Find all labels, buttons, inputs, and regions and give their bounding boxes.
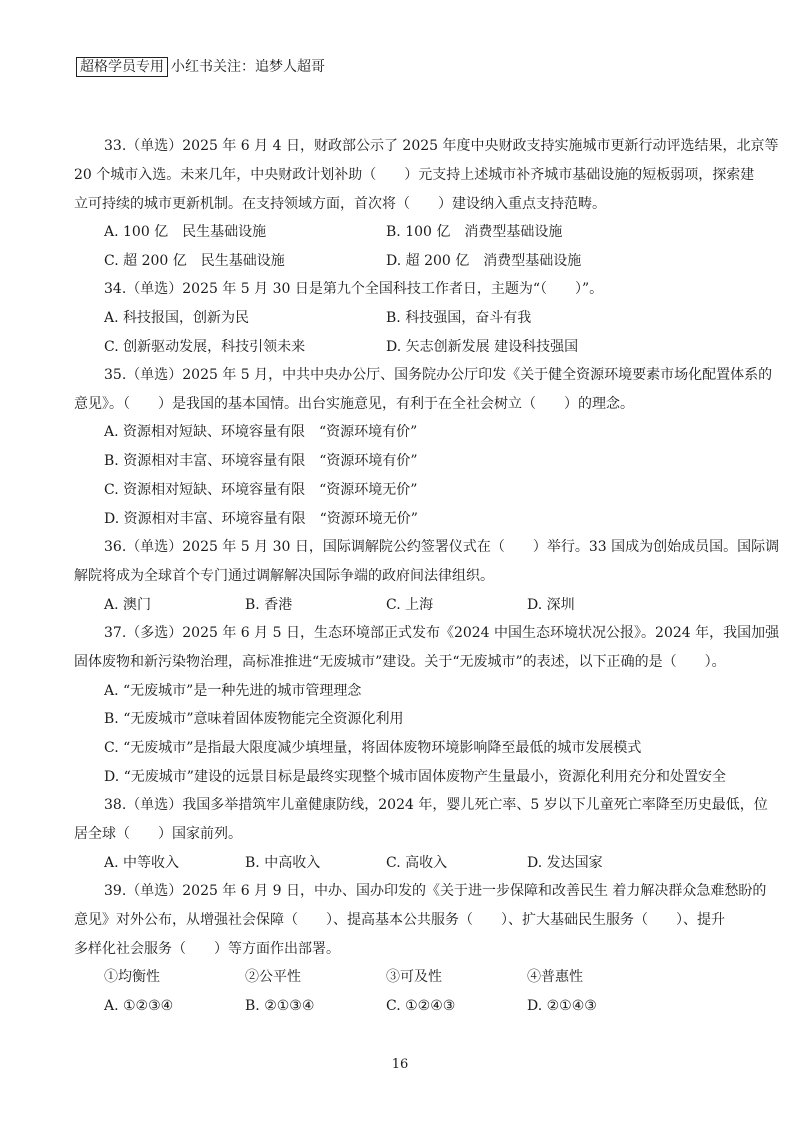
question-37-line-2: 固体废物和新污染物治理，高标准推进“无废城市”建设。关于“无废城市”的表述，以下正确的是（ ）。	[74, 654, 726, 670]
question-39-item-1: ①均衡性	[104, 969, 160, 985]
question-39-line-3: 多样化社会服务（ ）等方面作出部署。	[74, 941, 340, 957]
question-36-option-a: A. 澳门	[104, 597, 152, 613]
question-37-option-b: B. “无废城市”意味着固体废物能完全资源化利用	[104, 711, 404, 727]
question-33-line-3: 立可持续的城市更新机制。在支持领域方面，首次将（ ）建设纳入重点支持范畴。	[74, 196, 606, 212]
question-35-line-2: 意见》。（ ）是我国的基本国情。出台实施意见，有利于在全社会树立（ ）的理念。	[74, 396, 634, 412]
question-33-option-a: A. 100 亿 民生基础设施	[104, 224, 267, 240]
header-note: 小红书关注：追梦人超哥	[171, 59, 325, 75]
question-35-option-d: D. 资源相对丰富、环境容量有限 “资源环境无价”	[104, 511, 418, 527]
question-33-option-b: B. 100 亿 消费型基础设施	[386, 224, 563, 240]
question-37-option-d: D. “无废城市”建设的远景目标是最终实现整个城市固体废物产生量最小，资源化利用充分和处置安全	[104, 769, 726, 785]
question-38-line-2: 居全球（ ）国家前列。	[74, 826, 242, 842]
question-39-option-c: C. ①②④③	[386, 998, 456, 1014]
question-36-option-c: C. 上海	[386, 597, 434, 613]
question-39-line-1: 39.（单选）2025 年 6 月 9 日，中办、国办印发的《关于进一步保障和改善民生 着力解决群众急难愁盼的	[104, 883, 767, 899]
question-38-option-a: A. 中等收入	[104, 855, 180, 871]
question-39-option-a: A. ①②③④	[104, 998, 174, 1014]
question-37-line-1: 37.（多选）2025 年 6 月 5 日，生态环境部正式发布《2024 中国生态环境状况公报》。2024 年，我国加强	[104, 625, 780, 641]
question-33-line-2: 20 个城市入选。未来几年，中央财政计划补助（ ）元支持上述城市补齐城市基础设施的短板弱项，探索建	[74, 167, 755, 183]
question-39-option-b: B. ②①③④	[245, 998, 315, 1014]
question-35-option-b: B. 资源相对丰富、环境容量有限 “资源环境有价”	[104, 453, 418, 469]
question-39-option-d: D. ②①④③	[527, 998, 597, 1014]
question-34-option-b: B. 科技强国，奋斗有我	[386, 310, 532, 326]
question-39-item-4: ④普惠性	[527, 969, 583, 985]
question-33-option-c: C. 超 200 亿 民生基础设施	[104, 253, 285, 269]
question-35-option-c: C. 资源相对短缺、环境容量有限 “资源环境无价”	[104, 482, 418, 498]
question-36-line-2: 解院将成为全球首个专门通过调解解决国际争端的政府间法律组织。	[74, 568, 494, 584]
question-36-line-1: 36.（单选）2025 年 5 月 30 日，国际调解院公约签署仪式在（ ）举行。33 国成为创始成员国。国际调	[104, 539, 780, 555]
question-33-line-1: 33.（单选）2025 年 6 月 4 日，财政部公示了 2025 年度中央财政支持实施城市更新行动评选结果，北京等	[104, 138, 779, 154]
question-34-line-1: 34.（单选）2025 年 5 月 30 日是第九个全国科技工作者日，主题为“（ ）”。	[104, 281, 604, 297]
question-35-option-a: A. 资源相对短缺、环境容量有限 “资源环境有价”	[104, 424, 418, 440]
question-39-item-2: ②公平性	[245, 969, 301, 985]
question-36-option-d: D. 深圳	[527, 597, 575, 613]
question-36-option-b: B. 香港	[245, 597, 293, 613]
question-39-line-2: 意见》对外公布，从增强社会保障（ ）、提高基本公共服务（ ）、扩大基础民生服务（ ）、提升	[74, 912, 725, 928]
page-header	[76, 57, 325, 77]
page-number: 16	[391, 1057, 409, 1072]
question-33-option-d: D. 超 200 亿 消费型基础设施	[386, 253, 582, 269]
question-38-option-c: C. 高收入	[386, 855, 448, 871]
question-35-line-1: 35.（单选）2025 年 5 月，中共中央办公厅、国务院办公厅印发《关于健全资源环境要素市场化配置体系的	[104, 367, 773, 383]
question-38-option-b: B. 中高收入	[245, 855, 321, 871]
question-37-option-c: C. “无废城市”是指最大限度减少填埋量，将固体废物环境影响降至最低的城市发展模式	[104, 740, 642, 756]
question-34-option-a: A. 科技报国，创新为民	[104, 310, 250, 326]
question-37-option-a: A. “无废城市”是一种先进的城市管理理念	[104, 683, 362, 699]
question-34-option-d: D. 矢志创新发展 建设科技强国	[386, 339, 579, 355]
question-34-option-c: C. 创新驱动发展，科技引领未来	[104, 339, 306, 355]
header-badge: 超格学员专用	[76, 57, 168, 77]
question-38-line-1: 38.（单选）我国多举措筑牢儿童健康防线，2024 年，婴儿死亡率、5 岁以下儿童死亡率降至历史最低，位	[104, 797, 768, 813]
question-39-item-3: ③可及性	[386, 969, 442, 985]
question-38-option-d: D. 发达国家	[527, 855, 603, 871]
